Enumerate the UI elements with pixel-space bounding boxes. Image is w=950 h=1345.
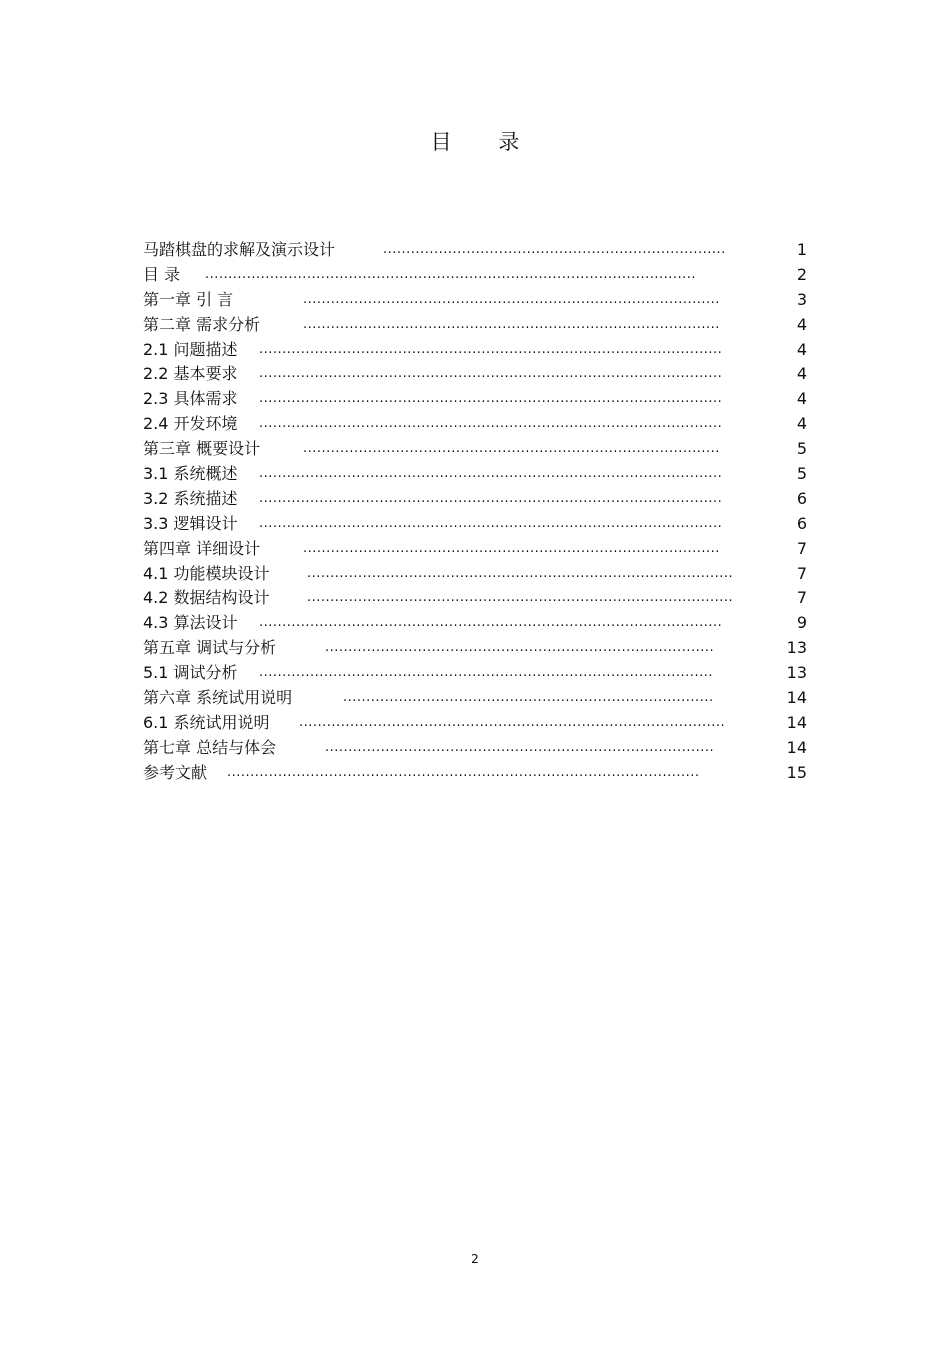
toc-entry-text: 5.1 调试分析 [143,663,238,683]
toc-entry-page: 2 [796,264,807,284]
toc-entry-text: 第五章 调试与分析 [143,638,277,658]
toc-entry-text: 马踏棋盘的求解及演示设计 [143,240,336,259]
toc-leader-dots: .................................................................................................... [259,490,723,506]
toc-entry-text: 4.1 功能模块设计 [143,563,270,583]
toc-entry-page: 3 [796,289,807,309]
toc-entry[interactable] [143,315,810,340]
toc-entry[interactable] [143,539,810,564]
toc-entry-page: 4 [796,314,807,334]
table-of-contents [143,240,810,788]
toc-entry-page: 4 [796,339,807,359]
toc-entry[interactable] [143,489,810,514]
toc-entry-text: 2.1 问题描述 [143,339,238,359]
toc-entry[interactable] [143,290,810,315]
toc-entry-text: 第四章 详细设计 [143,538,261,558]
toc-entry-page: 1 [796,240,807,259]
toc-entry-page: 5 [796,464,807,484]
toc-leader-dots: .................................................................................................... [259,366,723,382]
toc-entry-text: 2.4 开发环境 [143,414,238,434]
toc-entry[interactable] [143,688,810,713]
toc-entry[interactable] [143,364,810,389]
toc-entry[interactable] [143,240,810,265]
toc-entry-text: 第三章 概要设计 [143,439,261,459]
toc-leader-dots: .................................................................................................... [259,341,723,357]
toc-leader-dots: ............................................................................................ [307,590,734,606]
toc-entry-page: 14 [786,688,807,708]
toc-entry[interactable] [143,464,810,489]
toc-entry-page: 15 [786,762,807,782]
toc-leader-dots: .................................................................................................... [259,416,723,432]
toc-leader-dots: ................................................................................ [343,690,714,706]
toc-leader-dots: .......................................................................................... [303,540,720,556]
toc-entry-page: 14 [786,737,807,757]
toc-entry-text: 4.3 算法设计 [143,613,238,633]
toc-entry[interactable] [143,340,810,365]
toc-leader-dots: .................................................................................................... [259,515,723,531]
toc-leader-dots: ............................................................................................ [307,565,734,581]
toc-entry-page: 5 [796,439,807,459]
toc-entry[interactable] [143,663,810,688]
toc-entry-text: 第六章 系统试用说明 [143,688,293,708]
toc-entry-text: 2.2 基本要求 [143,364,238,384]
toc-entry[interactable] [143,265,810,290]
toc-entry[interactable] [143,738,810,763]
toc-entry-page: 7 [796,588,807,608]
toc-entry-page: 14 [786,712,807,732]
toc-entry[interactable] [143,514,810,539]
toc-leader-dots: .................................................................................................... [259,391,723,407]
toc-entry-text: 参考文献 [143,762,208,782]
toc-entry-text: 2.3 具体需求 [143,389,238,409]
toc-entry-page: 4 [796,364,807,384]
toc-entry-text: 3.1 系统概述 [143,464,238,484]
toc-entry-page: 4 [796,389,807,409]
toc-entry-text: 4.2 数据结构设计 [143,588,270,608]
toc-entry-page: 7 [796,538,807,558]
toc-entry-page: 13 [786,663,807,683]
toc-entry[interactable] [143,638,810,663]
toc-leader-dots: ...................................................................................................... [227,764,700,780]
toc-entry[interactable] [143,613,810,638]
toc-entry[interactable] [143,564,810,589]
toc-leader-dots: .................................................................................................... [259,466,723,482]
toc-entry[interactable] [143,389,810,414]
toc-leader-dots: .................................................................................................. [259,665,713,681]
toc-entry[interactable] [143,763,810,788]
toc-leader-dots: .................................................................................... [325,640,715,656]
toc-entry-text: 3.2 系统描述 [143,488,238,508]
toc-entry-page: 4 [796,414,807,434]
toc-entry[interactable] [143,439,810,464]
toc-entry-text: 第一章 引 言 [143,289,234,309]
toc-entry-page: 7 [796,563,807,583]
toc-entry[interactable] [143,414,810,439]
toc-leader-dots: .......................................................................................................... [205,266,697,282]
toc-leader-dots: ............................................................................................ [299,714,726,730]
toc-entry[interactable] [143,713,810,738]
toc-title: 目 录 [430,130,540,154]
toc-entry-text: 第七章 总结与体会 [143,737,277,757]
toc-leader-dots: .................................................................................................... [259,615,723,631]
toc-entry-page: 9 [796,613,807,633]
page-number: 2 [471,1252,479,1266]
toc-entry-text: 第二章 需求分析 [143,314,261,334]
toc-leader-dots: .................................................................................... [325,739,715,755]
toc-leader-dots: .......................................................................... [383,242,726,257]
toc-entry-page: 6 [796,513,807,533]
toc-leader-dots: .......................................................................................... [303,316,720,332]
toc-leader-dots: .......................................................................................... [303,441,720,457]
toc-entry-page: 13 [786,638,807,658]
toc-entry-text: 3.3 逻辑设计 [143,513,238,533]
toc-leader-dots: .......................................................................................... [303,291,720,307]
toc-entry[interactable] [143,588,810,613]
toc-entry-text: 6.1 系统试用说明 [143,712,270,732]
toc-entry-page: 6 [796,488,807,508]
toc-entry-text: 目 录 [143,264,181,284]
